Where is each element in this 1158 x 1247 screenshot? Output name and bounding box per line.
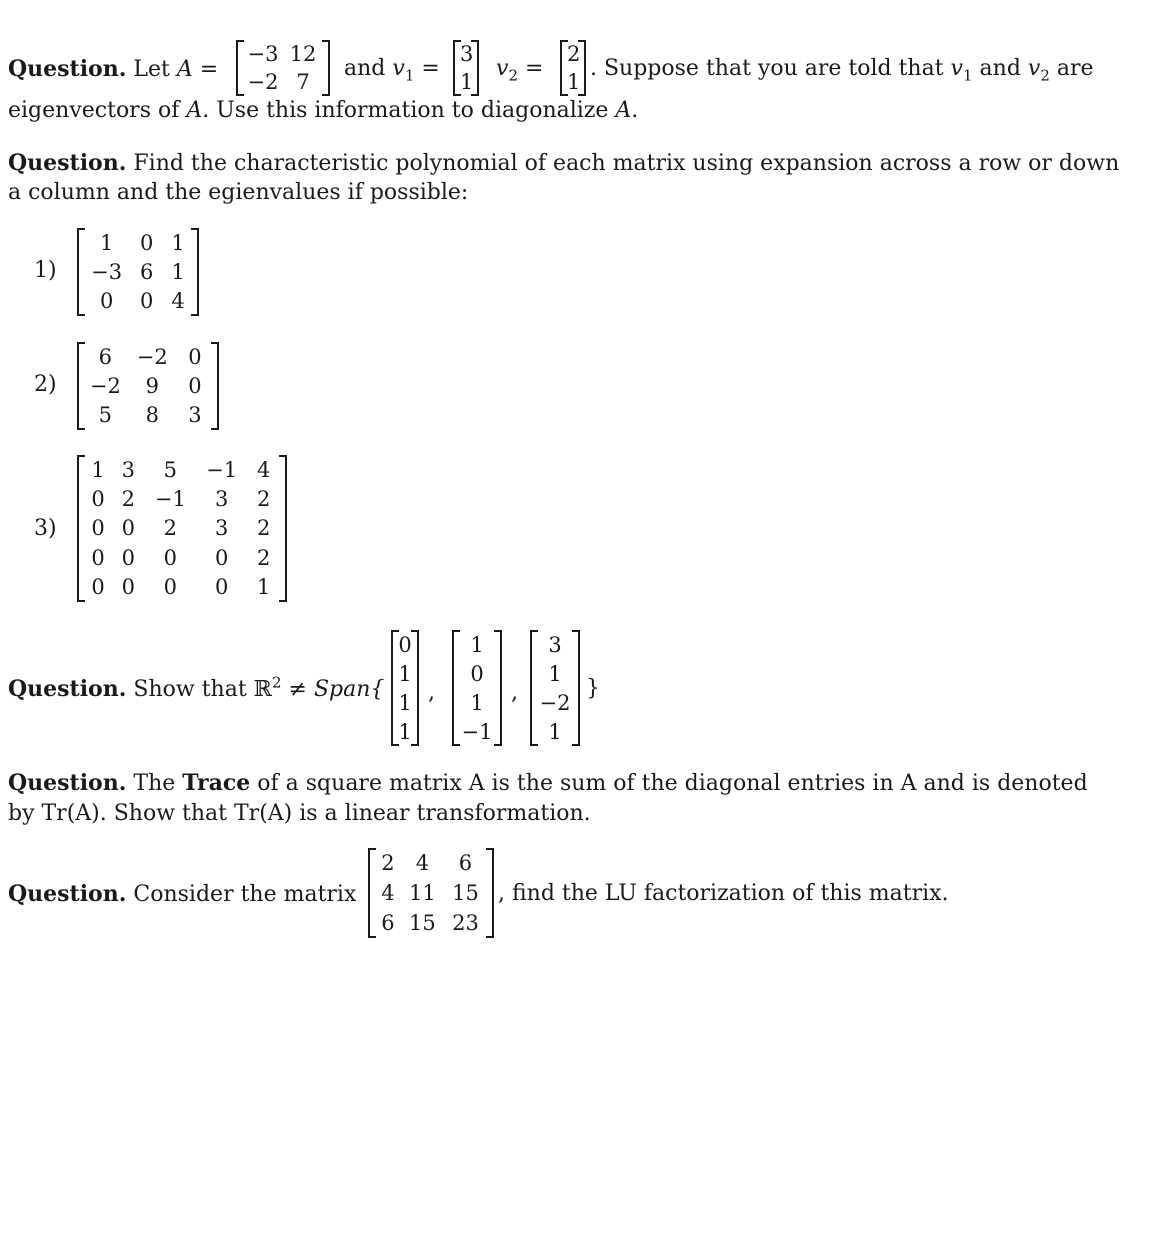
q2-m2-cell-0-1: −2: [136, 344, 168, 369]
q3-line: [8, 673, 385, 703]
q3-R: ℝ: [253, 677, 272, 702]
q1-line2-mid: . Use this information to diagonalize: [202, 98, 609, 123]
q2-m3-cell-4-3: 0: [214, 575, 229, 600]
q3-comma-1: ,: [428, 680, 435, 705]
q2-m3-cell-4-4: 1: [256, 575, 271, 600]
q5-m-cell-2-2: 23: [452, 911, 479, 935]
q4-line1: [8, 770, 1088, 797]
q1-matrix-A: [236, 40, 330, 96]
q1-after: . Suppose that you are told that: [590, 56, 944, 81]
q2-m3-cell-1-2: −1: [154, 487, 186, 512]
q3-v3-cell-1-0: 1: [548, 661, 562, 686]
q2-m3-cell-3-0: 0: [91, 545, 105, 570]
q2-item2-num: 2): [34, 372, 57, 397]
q3-text: Show that: [133, 677, 247, 702]
q3-v1-cell-0-0: 0: [398, 632, 412, 657]
q1-v2-cell-1-0: 1: [567, 70, 581, 94]
q2-item3-num: 3): [34, 516, 57, 541]
q3-comma-2: ,: [511, 680, 518, 705]
q4-label: Question.: [8, 770, 127, 796]
q1-eq: =: [199, 57, 219, 82]
q2-m3-cell-2-0: 0: [91, 516, 105, 541]
q1-v1-eq: =: [421, 56, 440, 81]
q3-v2-cell-0-0: 1: [470, 632, 484, 657]
q2-m3-cell-3-3: 0: [214, 545, 229, 570]
q2-item1-num: 1): [34, 258, 57, 283]
q1-v2-var: v: [496, 56, 509, 81]
q1-v1-sub-2: 1: [962, 66, 973, 85]
q3-v3-cell-2-0: −2: [539, 690, 571, 715]
q1-A-cell-0-1: 12: [289, 42, 317, 66]
q1-v1-var-2: v: [950, 56, 963, 81]
q5-m-cell-0-2: 6: [458, 851, 473, 875]
q1-period: .: [631, 98, 639, 123]
q1-and-v1: [344, 56, 440, 85]
q2-m1-cell-0-1: 0: [140, 230, 154, 255]
q2-m2-cell-2-2: 3: [188, 403, 202, 428]
q2-m3-cell-2-1: 0: [121, 516, 136, 541]
q1-v1-sub: 1: [404, 66, 415, 85]
q2-m2-cell-1-1: 9: [145, 373, 159, 398]
q3-span: Span{: [313, 677, 385, 702]
q3-label: Question.: [8, 676, 127, 702]
q1-v2-cell-0-0: 2: [567, 42, 581, 66]
q3-v2-cell-2-0: 1: [470, 690, 484, 715]
q1-v2-sub-2: 2: [1040, 66, 1050, 85]
q4-line2: by Tr(A). Show that Tr(A) is a linear transformation.: [8, 801, 591, 826]
q1-v2-label: [496, 56, 544, 85]
q3-v2-cell-3-0: −1: [461, 719, 493, 744]
q2-m3-cell-4-1: 0: [121, 575, 136, 600]
q1-A-3: A: [615, 98, 632, 123]
q2-m1-cell-0-2: 1: [171, 230, 185, 255]
q1-line2-pre: eigenvectors of: [8, 98, 180, 123]
q5-m-cell-2-1: 15: [409, 911, 436, 935]
q5-after: , find the LU factorization of this matrix.: [498, 881, 949, 906]
q2-item3-matrix: [77, 455, 287, 602]
q3-sup: 2: [271, 673, 282, 692]
q1-vector-v1: [453, 40, 479, 96]
q1-A-cell-1-1: 7: [296, 70, 310, 94]
q2-m3-cell-3-1: 0: [121, 545, 136, 570]
q2-line1: [8, 150, 1119, 177]
q3-v1-cell-3-0: 1: [398, 719, 412, 744]
q3-vector-2: [452, 630, 502, 746]
q2-m2-cell-2-0: 5: [98, 403, 113, 428]
q3-vector-3: [530, 630, 580, 746]
q5-m-cell-1-2: 15: [452, 881, 479, 905]
q2-m3-cell-0-1: 3: [121, 457, 136, 482]
q1-A: A: [176, 57, 193, 82]
q2-m3-cell-4-2: 0: [163, 575, 178, 600]
q2-m1-cell-2-2: 4: [171, 289, 185, 314]
q2-line2: a column and the egienvalues if possible:: [8, 180, 469, 205]
q4-the: The: [133, 771, 176, 796]
q5-label: Question.: [8, 881, 127, 907]
q2-m3-cell-3-2: 0: [163, 545, 178, 570]
q5-text: Consider the matrix: [133, 882, 357, 907]
q2-m3-cell-0-4: 4: [256, 457, 271, 482]
q2-m2-cell-1-2: 0: [188, 373, 202, 398]
q1-and2: and: [979, 56, 1021, 81]
q2-m3-cell-1-0: 0: [91, 487, 105, 512]
q2-m3-cell-1-1: 2: [121, 487, 136, 512]
q2-m3-cell-2-3: 3: [214, 516, 229, 541]
q2-m1-cell-0-0: 1: [99, 230, 114, 255]
q5-line: [8, 881, 356, 908]
q2-line1-text: Find the characteristic polynomial of each matrix using expansion across a row or down: [133, 151, 1120, 176]
q2-m3-cell-1-4: 2: [256, 487, 271, 512]
q4-line1-rest: of a square matrix A is the sum of the diagonal entries in A and is denoted: [257, 771, 1088, 796]
q5-matrix: [368, 848, 494, 938]
q2-m1-cell-2-0: 0: [99, 289, 114, 314]
q1-line1-start: [8, 56, 218, 83]
q5-m-cell-2-0: 6: [381, 911, 395, 935]
q1-A-cell-1-0: −2: [247, 70, 279, 94]
q2-m1-cell-1-1: 6: [140, 259, 154, 284]
q1-A-2: A: [186, 98, 203, 123]
q3-v2-cell-1-0: 0: [470, 661, 484, 686]
q4-trace: Trace: [182, 770, 251, 796]
q1-v1-cell-0-0: 3: [460, 42, 474, 66]
q1-let: Let: [133, 57, 170, 82]
q2-m3-cell-2-4: 2: [256, 516, 271, 541]
q2-m1-cell-1-2: 1: [171, 259, 185, 284]
q2-m2-cell-1-0: −2: [89, 373, 121, 398]
q2-m3-cell-4-0: 0: [91, 575, 105, 600]
q1-line1-end: [590, 56, 1094, 85]
q1-line2: [8, 98, 638, 124]
q3-v3-cell-3-0: 1: [548, 719, 562, 744]
q2-m2-cell-0-2: 0: [188, 344, 202, 369]
q3-vector-1: [391, 630, 419, 746]
q3-neq: ≠: [288, 677, 307, 702]
q3-v1-cell-1-0: 1: [398, 661, 412, 686]
q1-v2-var-2: v: [1027, 56, 1041, 81]
q1-v1-cell-1-0: 1: [460, 70, 474, 94]
q2-m1-cell-1-0: −3: [91, 259, 123, 284]
q1-v2-eq: =: [524, 56, 544, 81]
q2-m3-cell-0-3: −1: [206, 457, 238, 482]
q5-m-cell-0-1: 4: [415, 851, 430, 875]
q2-m3-cell-0-0: 1: [91, 457, 105, 482]
q1-vector-v2: [560, 40, 586, 96]
q2-m2-cell-2-1: 8: [145, 403, 159, 428]
q2-m3-cell-0-2: 5: [163, 457, 178, 482]
q1-v1-var: v: [392, 56, 405, 81]
q1-and: and: [344, 56, 386, 81]
q2-item1-matrix: [77, 228, 199, 316]
q1-are: are: [1056, 56, 1094, 81]
q5-m-cell-0-0: 2: [381, 851, 395, 875]
q2-item2-matrix: [77, 342, 219, 430]
q5-m-cell-1-0: 4: [381, 881, 395, 905]
q3-v3-cell-0-0: 3: [548, 632, 562, 657]
q2-m3-cell-3-4: 2: [256, 545, 271, 570]
q3-close-brace: }: [586, 676, 600, 701]
q2-m3-cell-2-2: 2: [163, 516, 178, 541]
q2-m2-cell-0-0: 6: [98, 344, 113, 369]
q1-label: Question.: [8, 56, 127, 82]
q1-A-cell-0-0: −3: [247, 42, 279, 66]
q5-m-cell-1-1: 11: [409, 881, 436, 905]
q2-m1-cell-2-1: 0: [140, 289, 154, 314]
q1-v2-sub: 2: [508, 66, 518, 85]
q3-v1-cell-2-0: 1: [398, 690, 412, 715]
q2-m3-cell-1-3: 3: [214, 487, 229, 512]
q2-label: Question.: [8, 150, 127, 176]
